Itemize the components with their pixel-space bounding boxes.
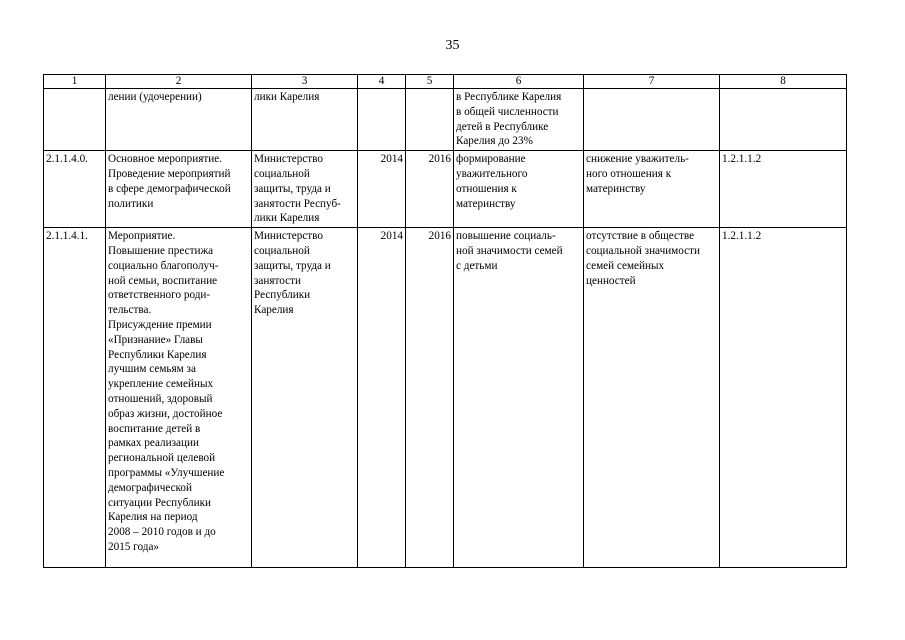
cell-line: формирование [456,153,526,166]
cell-line: ценностей [586,274,636,287]
cell-line: программы «Улучшение [108,466,225,479]
table-row [44,151,847,228]
cell-line: региональной целевой [108,452,216,465]
event-description [106,228,252,568]
cell-line: социальной [254,244,310,257]
column-header: 3 [252,75,358,89]
indicator-link: 1.2.1.1.2 [720,151,847,228]
cell-line: отношения к [456,182,517,195]
row-code [44,89,106,151]
cell-line: в общей численности [456,105,559,118]
end-year: 2016 [406,228,454,568]
cell-line: с детьми [456,259,498,272]
expected-result [454,151,584,228]
cell-line: в сфере демографической [108,182,231,195]
header-row [44,75,847,89]
cell-line: демографической [108,481,192,494]
cell-line: 2015 года» [108,540,160,553]
table-row [44,228,847,568]
column-header: 7 [584,75,720,89]
cell-line: Республики [254,289,311,302]
row-code [44,151,106,228]
expected-result [454,89,584,151]
program-table [43,74,847,568]
cell-line: «Признание» Главы [108,333,203,346]
executor [252,89,358,151]
cell-line: Повышение престижа [108,244,214,257]
cell-line: ситуации Республики [108,496,211,509]
page-number: 35 [445,38,460,53]
end-year: 2016 [406,151,454,228]
cell-line: рамках реализации [108,437,199,450]
cell-line: укрепление семейных [108,378,214,391]
cell-line: Мероприятие. [108,230,176,243]
cell-line: Карелия до 23% [456,135,533,148]
cell-line: материнству [456,197,516,210]
table-row [44,89,847,151]
cell-line: воспитание детей в [108,422,201,435]
column-header: 2 [106,75,252,89]
cell-line: 2.1.1.4.1. [46,230,88,243]
cell-line: социальной [254,167,310,180]
cell-line: социально благополуч- [108,259,219,272]
row-code [44,228,106,568]
expected-result [454,228,584,568]
cell-line: отсутствие в обществе [586,230,695,243]
cell-line: Проведение мероприятий [108,167,231,180]
cell-line: защиты, труда и [254,259,331,272]
executor [252,228,358,568]
cell-line: лучшим семьям за [108,363,196,376]
cell-line: занятости Респуб- [254,197,341,210]
cell-line: уважительного [456,167,528,180]
cell-line: Присуждение премии [108,318,212,331]
column-header: 8 [720,75,847,89]
consequence-text [584,228,720,568]
column-header: 4 [358,75,406,89]
cell-line: повышение социаль- [456,230,556,243]
cell-line: 2.1.1.4.0. [46,153,88,166]
cell-line: Основное мероприятие. [108,153,222,166]
consequence-text [584,89,720,151]
cell-line: снижение уважитель- [586,153,689,166]
end-year [406,89,454,151]
cell-line: социальной значимости [586,244,700,257]
cell-line: Министерство [254,230,323,243]
cell-line: в Республике Карелия [456,91,562,103]
start-year: 2014 [358,228,406,568]
column-header: 6 [454,75,584,89]
cell-line: занятости [254,274,301,287]
cell-line: Республики Карелия [108,348,207,361]
cell-line: отношений, здоровый [108,392,213,405]
executor [252,151,358,228]
cell-line: защиты, труда и [254,182,331,195]
consequence-text [584,151,720,228]
cell-line: Карелия [254,304,294,317]
column-header: 1 [44,75,106,89]
event-description [106,89,252,151]
cell-line: образ жизни, достойное [108,407,223,420]
cell-line: ной семьи, воспитание [108,274,218,287]
event-description [106,151,252,228]
cell-line: политики [108,197,154,210]
cell-line: материнству [586,182,646,195]
indicator-link [720,89,847,151]
cell-line: Карелия на период [108,511,198,524]
start-year: 2014 [358,151,406,228]
cell-line: Министерство [254,153,323,166]
cell-line: тельства. [108,304,152,317]
cell-line: детей в Республике [456,120,549,133]
cell-line: 2008 – 2010 годов и до [108,526,216,539]
cell-line: ного отношения к [586,167,672,180]
cell-line: семей семейных [586,259,665,272]
cell-line: лики Карелия [254,91,320,103]
start-year [358,89,406,151]
column-header: 5 [406,75,454,89]
cell-line: ответственного роди- [108,289,211,302]
cell-line: лении (удочерении) [108,91,202,103]
indicator-link: 1.2.1.1.2 [720,228,847,568]
cell-line: ной значимости семей [456,244,563,257]
cell-line: лики Карелия [254,212,320,225]
